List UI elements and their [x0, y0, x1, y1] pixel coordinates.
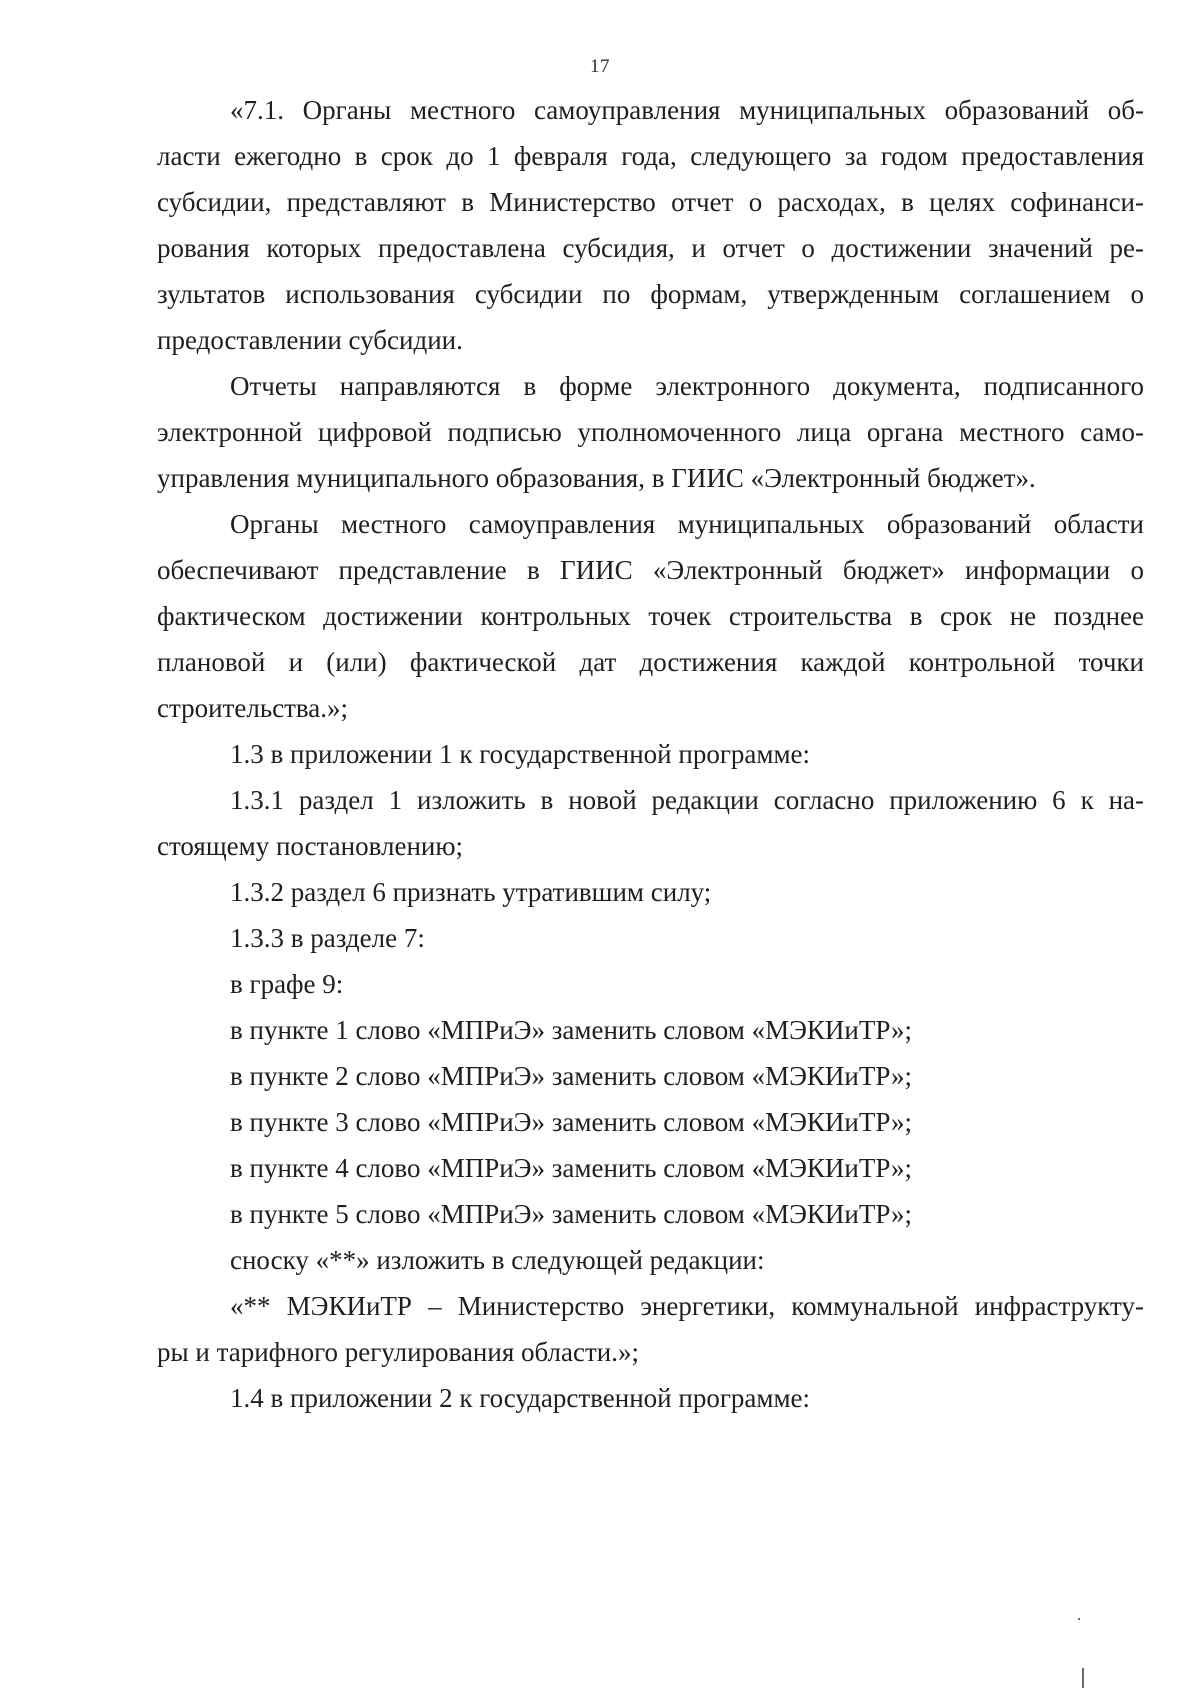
text-line: Органы местного самоуправления муниципальных образований области — [230, 509, 1144, 539]
text-line: «** МЭКИиТР – Министерство энергетики, коммунальной инфраструкту- — [230, 1291, 1144, 1321]
text-line: фактическом достижении контрольных точек строительства в срок не позднее — [157, 601, 1144, 631]
text-line: ласти ежегодно в срок до 1 февраля года, следующего за годом предоставления — [157, 141, 1144, 171]
text-line: 1.4 в приложении 2 к государственной программе: — [230, 1383, 811, 1413]
text-line: электронной цифровой подписью уполномоченного лица органа местного само- — [157, 417, 1144, 447]
text-line: управления муниципального образования, в ГИИС «Электронный бюджет». — [157, 463, 1036, 493]
text-line: в пункте 4 слово «МПРиЭ» заменить словом «МЭКИиТР»; — [230, 1153, 913, 1183]
text-line: ры и тарифного регулирования области.»; — [157, 1337, 639, 1367]
text-line: 1.3.1 раздел 1 изложить в новой редакции согласно приложению 6 к на- — [230, 785, 1144, 815]
scan-edge-mark — [1082, 1668, 1084, 1688]
text-line: зультатов использования субсидии по формам, утвержденным соглашением о — [157, 279, 1144, 309]
scan-speck — [1078, 1618, 1080, 1620]
text-line: плановой и (или) фактической дат достижения каждой контрольной точки — [157, 647, 1144, 677]
text-line: строительства.»; — [157, 693, 349, 723]
text-line: сноску «**» изложить в следующей редакции: — [230, 1245, 765, 1275]
text-line: предоставлении субсидии. — [157, 325, 463, 355]
text-line: рования которых предоставлена субсидия, и отчет о достижении значений ре- — [157, 233, 1144, 263]
text-line: стоящему постановлению; — [157, 831, 464, 861]
text-line: в пункте 1 слово «МПРиЭ» заменить словом «МЭКИиТР»; — [230, 1015, 913, 1045]
text-line: 1.3.2 раздел 6 признать утратившим силу; — [230, 877, 712, 907]
text-line: 1.3 в приложении 1 к государственной программе: — [230, 739, 811, 769]
text-line: Отчеты направляются в форме электронного документа, подписанного — [230, 371, 1144, 401]
text-line: в графе 9: — [230, 969, 344, 999]
text-line: в пункте 5 слово «МПРиЭ» заменить словом «МЭКИиТР»; — [230, 1199, 913, 1229]
text-line: в пункте 2 слово «МПРиЭ» заменить словом «МЭКИиТР»; — [230, 1061, 913, 1091]
text-line: субсидии, представляют в Министерство отчет о расходах, в целях софинанси- — [157, 187, 1144, 217]
page-number: 17 — [590, 56, 610, 77]
text-line: обеспечивают представление в ГИИС «Электронный бюджет» информации о — [157, 555, 1144, 585]
text-line: «7.1. Органы местного самоуправления муниципальных образований об- — [230, 95, 1144, 125]
text-line: в пункте 3 слово «МПРиЭ» заменить словом «МЭКИиТР»; — [230, 1107, 913, 1137]
text-line: 1.3.3 в разделе 7: — [230, 923, 425, 953]
